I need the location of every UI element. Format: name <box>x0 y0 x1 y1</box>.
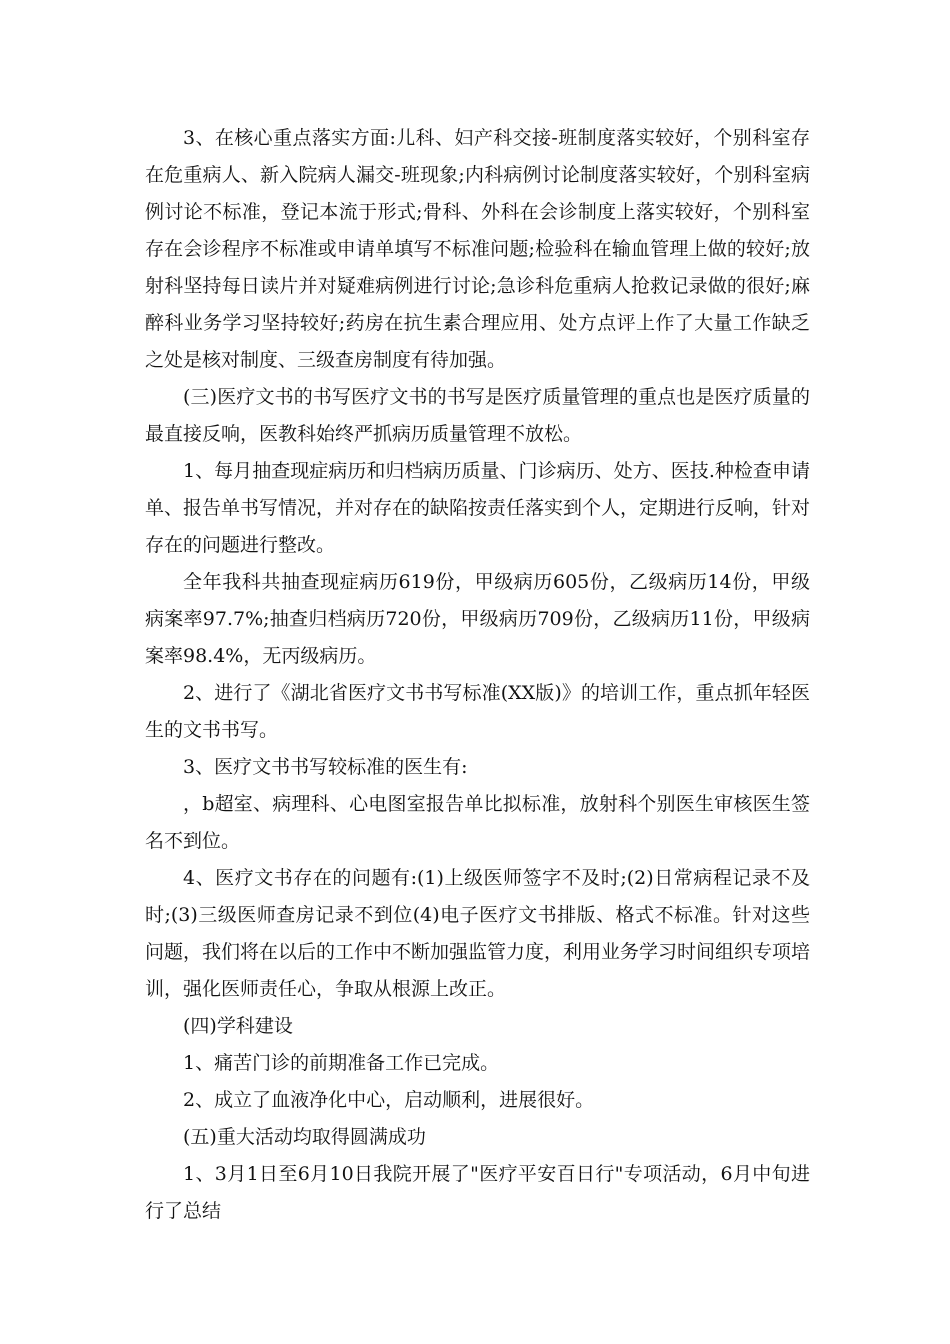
paragraph-safety-campaign: 1、3月1日至6月10日我院开展了"医疗平安百日行"专项活动，6月中旬进行了总结 <box>145 1163 810 1222</box>
paragraph-monthly-inspection: 1、每月抽查现症病历和归档病历质量、门诊病历、处方、医技.种检查申请单、报告单书写情况，并对存在的缺陷按责任落实到个人，定期进行反响，针对存在的问题进行整改。 <box>145 460 811 556</box>
paragraph-pain-clinic: 1、痛苦门诊的前期准备工作已完成。 <box>183 1052 500 1074</box>
paragraph-annual-statistics: 全年我科共抽查现症病历619份，甲级病历605份，乙级病历14份，甲级病案率97.7%;抽查归档病历720份，甲级病历709份，乙级病历11份，甲级病案率98.4%，无丙级病历。 <box>145 571 810 667</box>
paragraph-core-implementation: 3、在核心重点落实方面:儿科、妇产科交接-班制度落实较好，个别科室存在危重病人、新入院病人漏交-班现象;内科病例讨论制度落实较好，个别科室病例讨论不标准，登记本流于形式;骨科、外科在会诊制度上落实较好，个别科室存在会诊程序不标准或申请单填写不标准问题;检验科在输血管理上做的较好;放射科坚持每日读片并对疑难病例进行讨论;急诊科危重病人抢救记录做的很好;麻醉科业务学习坚持较好;药房在抗生素合理应用、处方点评上作了大量工作缺乏之处是核对制度、三级查房制度有待加强。 <box>145 127 810 371</box>
paragraph-section-five-heading: (五)重大活动均取得圆满成功 <box>183 1126 426 1148</box>
paragraph-report-sheets: ，b超室、病理科、心电图室报告单比拟标准，放射科个别医生审核医生签名不到位。 <box>145 793 810 852</box>
paragraph-problems: 4、医疗文书存在的问题有:(1)上级医师签字不及时;(2)日常病程记录不及时;(3)三级医师查房记录不到位(4)电子医疗文书排版、格式不标准。针对这些问题，我们将在以后的工作中不断加强监管力度，利用业务学习时间组织专项培训，强化医师责任心，争取从根源上改正。 <box>145 867 811 1000</box>
paragraph-standard-doctors: 3、医疗文书书写较标准的医生有: <box>183 756 468 778</box>
document-page <box>145 120 810 1230</box>
paragraph-section-three-heading: (三)医疗文书的书写医疗文书的书写是医疗质量管理的重点也是医疗质量的最直接反响，医教科始终严抓病历质量管理不放松。 <box>145 386 810 445</box>
paragraph-training: 2、进行了《湖北省医疗文书书写标准(XX版)》的培训工作，重点抓年轻医生的文书书写。 <box>145 682 810 741</box>
paragraph-blood-purification: 2、成立了血液净化中心，启动顺利，进展很好。 <box>183 1089 595 1111</box>
paragraph-section-four-heading: (四)学科建设 <box>183 1015 293 1037</box>
